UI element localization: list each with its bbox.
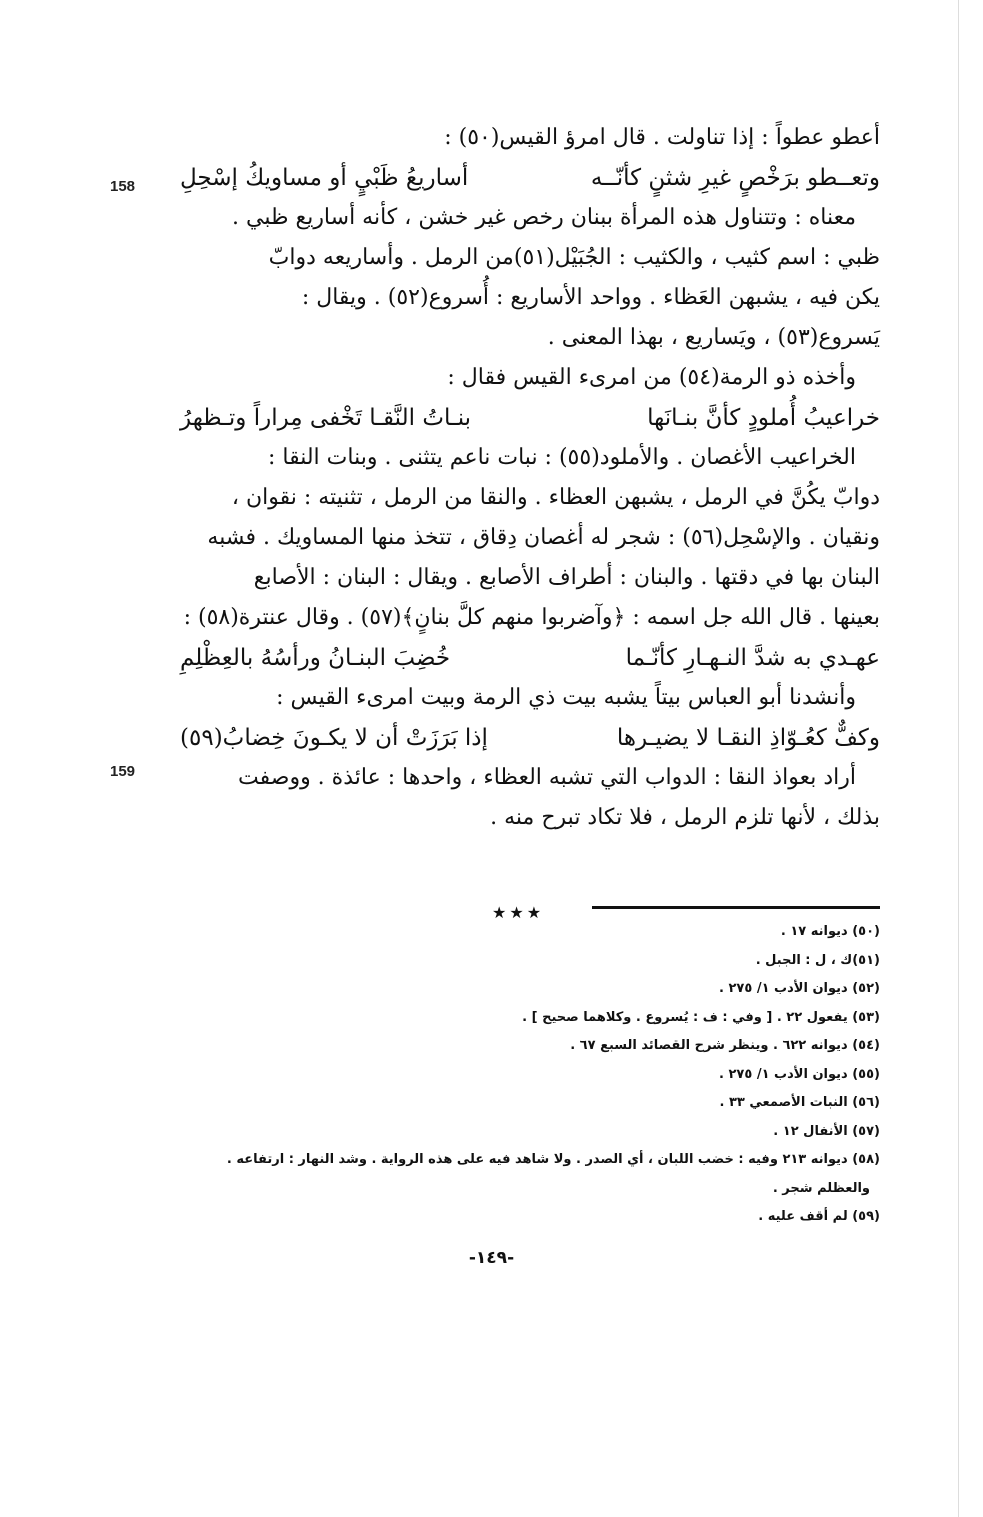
text-line: أعطو عطواً : إذا تناولت . قال امرؤ القيس(٥٠) : — [444, 125, 880, 150]
verse-first-hemistich: خراعيبُ أُملودٍ كأنَّ بنـانَها — [647, 405, 880, 431]
verse-line — [180, 158, 880, 198]
footnote: (٥٠) ديوانه ١٧ . — [780, 924, 880, 939]
verse-second-hemistich: خُضِبَ البنـانُ ورأسُهُ بالعِظْلِمِ — [180, 645, 451, 671]
verse-second-hemistich: إذا بَرَزَتْ أن لا يكـونَ خِضابُ(٥٩) — [180, 725, 488, 751]
footnote: (٥٣) يفعول ٢٢ . [ وفي : ف : يُسروع . وكلاهما صحيح ] . — [522, 1009, 880, 1025]
verse-first-hemistich: عهـدي به شدَّ النـهـارِ كأنّـما — [625, 645, 880, 671]
footnote: (٥٩) لم أقف عليه . — [758, 1209, 880, 1224]
text-line: يَسروع(٥٣) ، ويَساريع ، بهذا المعنى . — [547, 325, 880, 350]
verse-line — [180, 638, 880, 678]
footnote-continuation: والعظلم شجر . — [772, 1180, 870, 1196]
verse-line — [180, 718, 880, 758]
verse-second-hemistich: أساريعُ ظَبْيٍ أو مساويكُ إسْحِلِ — [180, 165, 469, 191]
text-line: بذلك ، لأنها تلزم الرمل ، فلا تكاد تبرح منه . — [490, 805, 880, 830]
footnote: (٥٤) ديوانه ٦٢٢ . وينظر شرح القصائد السبع ٦٧ . — [570, 1038, 880, 1053]
footnote: (٥٢) ديوان الأدب ١/ ٢٧٥ . — [719, 981, 880, 996]
scan-edge-line — [958, 0, 959, 1517]
text-line: الخراعيب الأغصان . والأملود(٥٥) : نبات ناعم يتثنى . وبنات النقا : — [267, 445, 856, 470]
text-line: يكن فيه ، يشبهن العَظاء . وواحد الأساريع : أُسروع(٥٢) . ويقال : — [301, 285, 880, 310]
text-line: البنان بها في دقتها . والبنان : أطراف الأصابع . ويقال : البنان : الأصابع — [253, 565, 880, 590]
footnote: (٥١)ك ، ل : الجبل . — [755, 952, 880, 968]
page-number: -١٤٩- — [468, 1248, 515, 1268]
margin-page-number: 158 — [110, 178, 136, 195]
text-line: معناه : وتتناول هذه المرأة ببنان رخص غير خشن ، كأنه أساريع ظبي . — [232, 205, 856, 230]
main-text — [180, 118, 880, 838]
footnote: (٥٨) ديوانه ٢١٣ وفيه : خضب اللبان ، أي الصدر . ولا شاهد فيه على هذه الرواية . وشد النهار : ارتفاعه . — [226, 1152, 880, 1167]
section-stars: ★★★ — [492, 903, 545, 922]
text-line: ظبي : اسم كثيب ، والكثيب : الجُبَيْل(٥١)من الرمل . وأساريعه دوابّ — [268, 245, 880, 270]
footnotes — [160, 918, 880, 1232]
text-line: دوابّ يكُنَّ في الرمل ، يشبهن العظاء . والنقا من الرمل ، تثنيته : نقوان ، — [231, 485, 880, 510]
text-line: ونقيان . والإسْحِل(٥٦) : شجر له أغصان دِقاق ، تتخذ منها المساويك . فشبه — [207, 525, 880, 550]
margin-page-number: 159 — [110, 763, 136, 780]
verse-line — [180, 398, 880, 438]
text-line: وأخذه ذو الرمة(٥٤) من امرىء القيس فقال : — [447, 365, 856, 390]
verse-first-hemistich: وكفٌّ كعُـوّاذِ النقـا لا يضيـرها — [616, 725, 880, 751]
text-line: أراد بعواذ النقا : الدواب التي تشبه العظاء ، واحدها : عائذة . ووصفت — [238, 765, 856, 790]
footnote-separator — [592, 906, 880, 909]
verse-first-hemistich: وتعــطو برَخْصٍ غيرِ شثنٍ كأنّــه — [590, 165, 880, 191]
text-line: بعينها . قال الله جل اسمه : ﴿وآضربوا منهم كلَّ بنانٍ﴾(٥٧) . وقال عنترة(٥٨) : — [183, 605, 880, 630]
footnote: (٥٧) الأنفال ١٢ . — [773, 1123, 880, 1139]
verse-second-hemistich: بنـاتُ النَّقـا تَخْفى مِراراً وتـظهرُ — [180, 405, 472, 431]
footnote: (٥٥) ديوان الأدب ١/ ٢٧٥ . — [719, 1066, 880, 1082]
text-line: وأنشدنا أبو العباس بيتاً يشبه بيت ذي الرمة وبيت امرىء القيس : — [276, 685, 856, 710]
footnote: (٥٦) النبات الأصمعي ٣٣ . — [719, 1095, 880, 1110]
